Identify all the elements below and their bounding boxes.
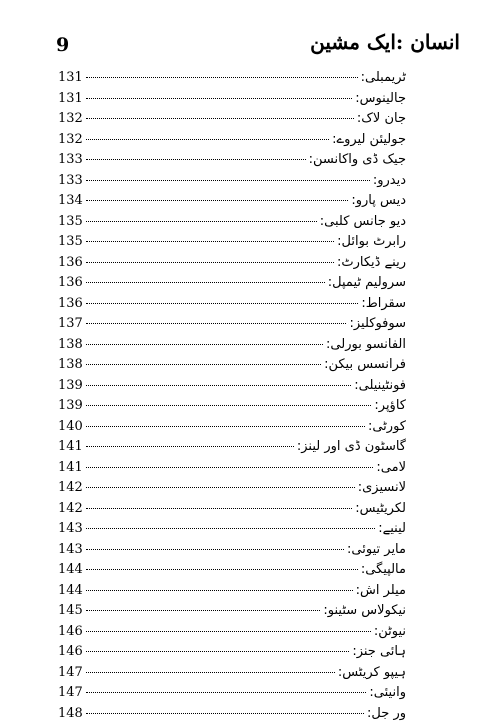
toc-page-number: 138 — [58, 337, 83, 352]
toc-entry-name: فونٹینیلی: — [354, 378, 406, 393]
toc-entry — [58, 111, 406, 132]
dot-leader — [86, 98, 352, 99]
dot-leader — [86, 303, 359, 304]
toc-page-number: 134 — [58, 193, 83, 208]
toc-entry-name: نیوٹن: — [374, 624, 406, 639]
toc-page-number: 135 — [58, 214, 83, 229]
dot-leader — [86, 180, 370, 181]
toc-entry — [58, 542, 406, 563]
toc-entry-name: ہائی جنز: — [352, 644, 406, 659]
dot-leader — [86, 672, 335, 673]
toc-entry-name: گاسٹون ڈی اور لینز: — [297, 439, 406, 454]
toc-page-number: 139 — [58, 398, 83, 413]
toc-page-number: 147 — [58, 665, 83, 680]
dot-leader — [86, 713, 364, 714]
toc-page-number: 136 — [58, 255, 83, 270]
toc-page-number: 141 — [58, 460, 83, 475]
page-number: 9 — [56, 34, 69, 56]
toc-entry-name: جولیئن لیروے: — [332, 132, 406, 147]
toc-entry — [58, 337, 406, 358]
toc-entry — [58, 193, 406, 214]
dot-leader — [86, 692, 367, 693]
toc-page-number: 144 — [58, 562, 83, 577]
dot-leader — [86, 118, 354, 119]
toc-page-number: 136 — [58, 296, 83, 311]
toc-page-number: 133 — [58, 173, 83, 188]
toc-page-number: 131 — [58, 70, 83, 85]
toc-entry-name: لامی: — [376, 460, 406, 475]
toc-page-number: 133 — [58, 152, 83, 167]
toc-entry — [58, 357, 406, 378]
toc-entry — [58, 398, 406, 419]
dot-leader — [86, 262, 334, 263]
dot-leader — [86, 77, 358, 78]
toc-entry-name: کاؤپر: — [374, 398, 406, 413]
toc-page-number: 142 — [58, 480, 83, 495]
dot-leader — [86, 405, 372, 406]
toc-entry — [58, 624, 406, 645]
toc-entry — [58, 583, 406, 604]
toc-entry — [58, 234, 406, 255]
toc-entry-name: جیک ڈی واکانسن: — [309, 152, 406, 167]
table-of-contents — [58, 70, 406, 726]
toc-entry-name: کورٹی: — [368, 419, 406, 434]
toc-entry-name: سرولیم ٹیمپل: — [328, 275, 406, 290]
toc-entry — [58, 439, 406, 460]
toc-entry-name: دیس پارو: — [351, 193, 406, 208]
toc-entry-name: دیدرو: — [373, 173, 406, 188]
toc-entry — [58, 603, 406, 624]
toc-page-number: 145 — [58, 603, 83, 618]
toc-entry — [58, 378, 406, 399]
dot-leader — [86, 200, 349, 201]
dot-leader — [86, 139, 329, 140]
toc-entry-name: رینے ڈیکارٹ: — [337, 255, 406, 270]
toc-entry — [58, 521, 406, 542]
toc-entry-name: جالینوس: — [355, 91, 406, 106]
toc-entry-name: سقراط: — [361, 296, 406, 311]
toc-entry-name: فرانسس بیکن: — [324, 357, 406, 372]
toc-entry-name: سوفوکلیز: — [349, 316, 406, 331]
dot-leader — [86, 344, 323, 345]
toc-page-number: 144 — [58, 583, 83, 598]
toc-page-number: 142 — [58, 501, 83, 516]
toc-entry-name: میلر اش: — [356, 583, 406, 598]
toc-page-number: 146 — [58, 644, 83, 659]
toc-page-number: 140 — [58, 419, 83, 434]
dot-leader — [86, 590, 353, 591]
toc-entry-name: ہیپو کریٹس: — [338, 665, 406, 680]
toc-entry — [58, 316, 406, 337]
toc-entry — [58, 419, 406, 440]
toc-page-number: 147 — [58, 685, 83, 700]
dot-leader — [86, 426, 365, 427]
toc-entry-name: لکریٹیس: — [355, 501, 406, 516]
dot-leader — [86, 508, 352, 509]
toc-entry — [58, 132, 406, 153]
dot-leader — [86, 159, 306, 160]
toc-entry-name: دیو جانس کلبی: — [320, 214, 406, 229]
toc-entry-name: لینیے: — [378, 521, 406, 536]
toc-page-number: 141 — [58, 439, 83, 454]
toc-page-number: 131 — [58, 91, 83, 106]
toc-entry-name: مالپیگی: — [361, 562, 406, 577]
toc-page-number: 136 — [58, 275, 83, 290]
toc-page-number: 148 — [58, 706, 83, 721]
toc-page-number: 138 — [58, 357, 83, 372]
toc-entry — [58, 562, 406, 583]
toc-page-number: 146 — [58, 624, 83, 639]
dot-leader — [86, 282, 325, 283]
toc-page-number: 135 — [58, 234, 83, 249]
toc-entry-name: ور جل: — [367, 706, 406, 721]
toc-entry — [58, 296, 406, 317]
dot-leader — [86, 241, 334, 242]
toc-entry — [58, 91, 406, 112]
toc-entry-name: وانیئی: — [369, 685, 406, 700]
toc-entry — [58, 70, 406, 91]
toc-page-number: 143 — [58, 521, 83, 536]
toc-page-number: 143 — [58, 542, 83, 557]
toc-entry — [58, 665, 406, 686]
toc-entry — [58, 501, 406, 522]
toc-entry-name: لانسیزی: — [358, 480, 406, 495]
page-header — [0, 30, 480, 64]
toc-entry — [58, 275, 406, 296]
toc-page-number: 132 — [58, 132, 83, 147]
dot-leader — [86, 364, 321, 365]
dot-leader — [86, 631, 371, 632]
dot-leader — [86, 323, 347, 324]
dot-leader — [86, 528, 375, 529]
toc-entry — [58, 255, 406, 276]
dot-leader — [86, 569, 358, 570]
toc-entry-name: نیکولاس سٹینو: — [323, 603, 406, 618]
toc-page-number: 137 — [58, 316, 83, 331]
toc-entry — [58, 685, 406, 706]
toc-entry-name: ٹریمبلی: — [361, 70, 406, 85]
dot-leader — [86, 651, 349, 652]
toc-entry-name: جان لاک: — [357, 111, 406, 126]
toc-entry-name: مایر تیوئی: — [347, 542, 406, 557]
dot-leader — [86, 467, 374, 468]
toc-page-number: 132 — [58, 111, 83, 126]
book-title: انسان :ایک مشین — [310, 30, 460, 54]
toc-entry — [58, 173, 406, 194]
toc-entry — [58, 460, 406, 481]
dot-leader — [86, 221, 317, 222]
toc-entry — [58, 706, 406, 726]
toc-entry-name: الفانسو بورلی: — [326, 337, 406, 352]
toc-page-number: 139 — [58, 378, 83, 393]
toc-entry — [58, 480, 406, 501]
toc-entry — [58, 152, 406, 173]
toc-entry — [58, 644, 406, 665]
dot-leader — [86, 487, 355, 488]
dot-leader — [86, 385, 351, 386]
dot-leader — [86, 610, 321, 611]
dot-leader — [86, 446, 294, 447]
toc-entry-name: رابرٹ بوائل: — [337, 234, 406, 249]
dot-leader — [86, 549, 344, 550]
toc-entry — [58, 214, 406, 235]
